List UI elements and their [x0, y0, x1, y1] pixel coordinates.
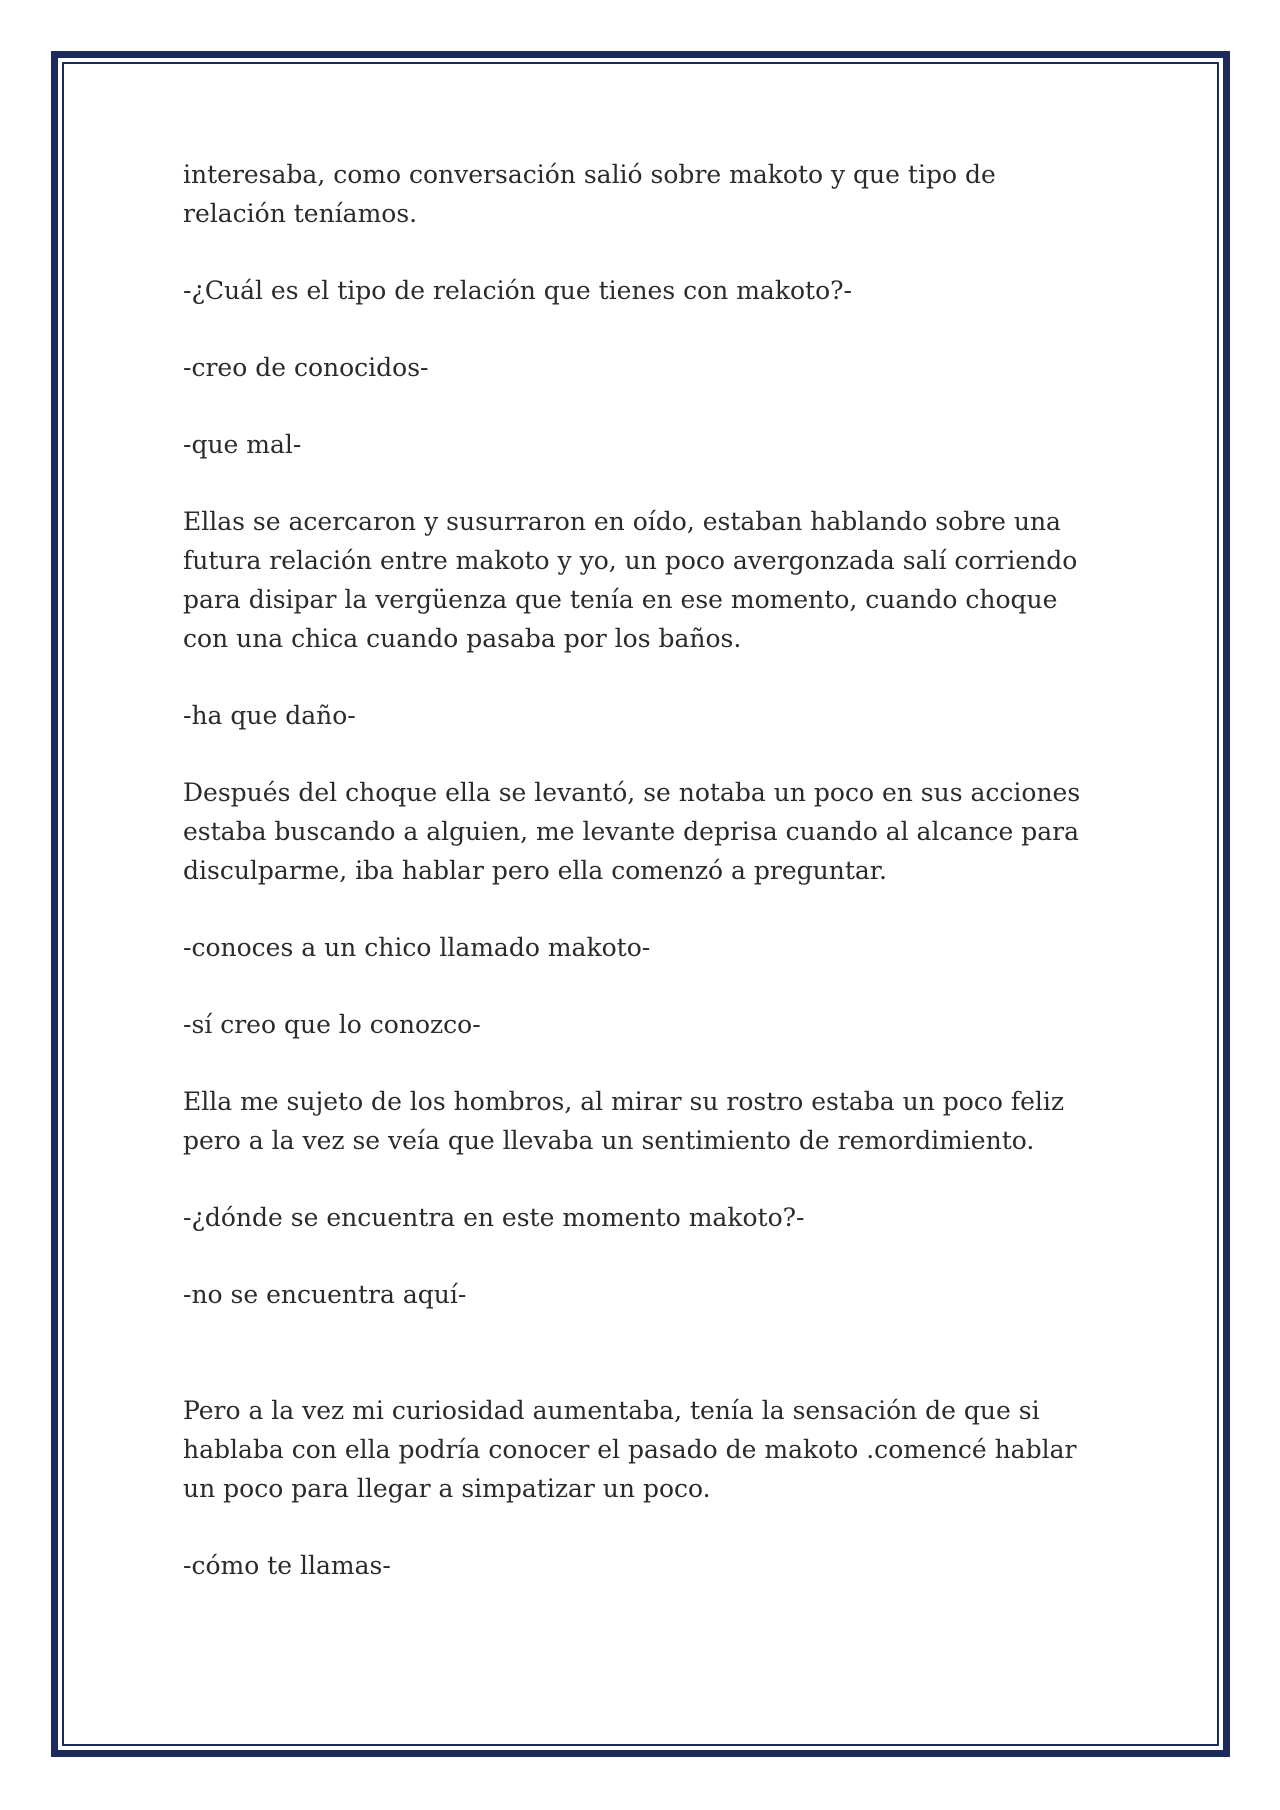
- paragraph: -que mal-: [183, 430, 302, 459]
- paragraph: -creo de conocidos-: [183, 353, 429, 382]
- paragraph: -no se encuentra aquí-: [183, 1280, 467, 1309]
- document-body: [183, 155, 1103, 1623]
- paragraph: Pero a la vez mi curiosidad aumentaba, tenía la sensación de que si hablaba con ella podría conocer el pasado de makoto .comencé hablar un poco para llegar a simpatizar un poco.: [183, 1396, 1077, 1503]
- paragraph: -cómo te llamas-: [183, 1551, 391, 1580]
- paragraph: interesaba, como conversación salió sobre makoto y que tipo de relación teníamos.: [183, 160, 996, 228]
- paragraph: -sí creo que lo conozco-: [183, 1010, 481, 1039]
- paragraph: -conoces a un chico llamado makoto-: [183, 933, 651, 962]
- paragraph: -¿Cuál es el tipo de relación que tienes con makoto?-: [183, 276, 852, 305]
- paragraph: Ella me sujeto de los hombros, al mirar su rostro estaba un poco feliz pero a la vez se veía que llevaba un sentimiento de remordimiento.: [183, 1087, 1065, 1155]
- paragraph: Ellas se acercaron y susurraron en oído, estaban hablando sobre una futura relación entre makoto y yo, un poco avergonzada salí corriendo para disipar la vergüenza que tenía en ese momento, cuando choque con una chica cuando pasaba por los baños.: [183, 507, 1078, 653]
- paragraph: Después del choque ella se levantó, se notaba un poco en sus acciones estaba buscando a alguien, me levante deprisa cuando al alcance para disculparme, iba hablar pero ella comenzó a preguntar.: [183, 778, 1081, 885]
- paragraph: -ha que daño-: [183, 701, 356, 730]
- paragraph: -¿dónde se encuentra en este momento makoto?-: [183, 1203, 805, 1232]
